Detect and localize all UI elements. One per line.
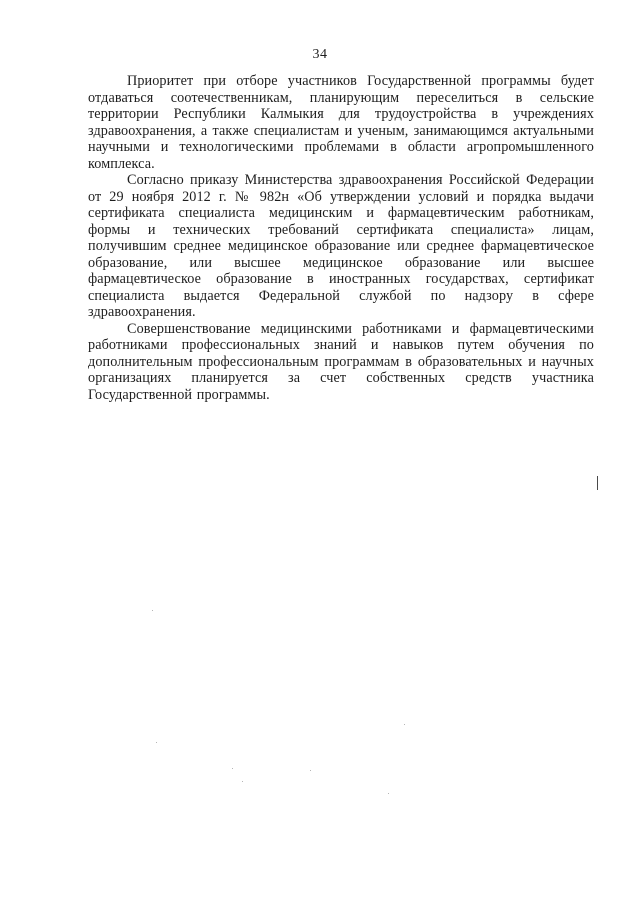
scan-speck xyxy=(310,770,311,771)
document-body xyxy=(88,73,594,403)
scan-speck xyxy=(388,793,389,794)
scan-speck xyxy=(232,768,233,769)
scan-speck xyxy=(404,724,405,725)
paragraph-priority: Приоритет при отборе участников Государственной программы будет отдаваться соотечественникам, планирующим переселиться в сельские территории Республики Калмыкия для трудоустройства в учреждениях здравоохранения, а также специалистам и ученым, занимающимся актуальными научными и технологическими проблемами в области агропромышленного комплекса. xyxy=(88,73,594,172)
paragraph-certificate: Согласно приказу Министерства здравоохранения Российской Федерации от 29 ноября 2012 г. № 982н «Об утверждении условий и порядка выдачи сертификата специалиста медицинским и фармацевтическим работникам, формы и технических требований сертификата специалиста» лицам, получившим среднее медицинское образование или среднее фармацевтическое образование, или высшее медицинское образование или высшее фармацевтическое образование в иностранных государствах, сертификат специалиста выдается Федеральной службой по надзору в сфере здравоохранения. xyxy=(88,172,594,320)
scan-speck xyxy=(152,610,153,611)
paragraph-training: Совершенствование медицинскими работниками и фармацевтическими работниками профессиональных знаний и навыков путем обучения по дополнительным профессиональным программам в образовательных и научных организациях планируется за счет собственных средств участника Государственной программы. xyxy=(88,320,594,403)
page-number: 34 xyxy=(312,47,328,62)
scan-speck xyxy=(242,781,243,782)
scan-margin-mark xyxy=(597,476,598,490)
scan-speck xyxy=(156,742,157,743)
